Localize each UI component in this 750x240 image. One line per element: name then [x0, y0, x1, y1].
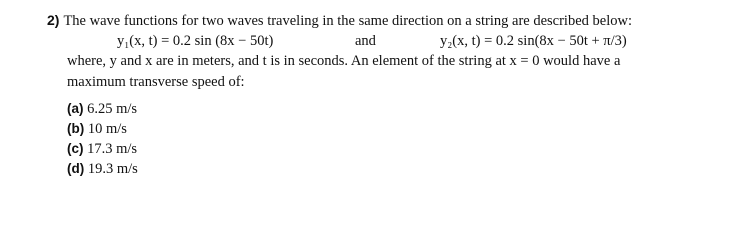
question-prompt: maximum transverse speed of:	[67, 74, 245, 90]
option-b	[67, 120, 127, 138]
question-number: 2)	[47, 12, 60, 28]
option-d	[67, 160, 138, 178]
equation-connector: and	[355, 33, 376, 49]
option-text: 19.3 m/s	[87, 161, 138, 177]
question-stem: The wave functions for two waves traveling in the same direction on a string are described below:	[63, 13, 632, 29]
option-text: 10 m/s	[87, 121, 127, 137]
wave-equation-2: y₂(x, t) = 0.2 sin(8x − 50t + π/3)	[440, 33, 627, 49]
option-label: (b)	[67, 121, 85, 136]
question-header	[47, 11, 632, 30]
units-statement: where, y and x are in meters, and t is in seconds. An element of the string at x = 0 would have a	[67, 53, 621, 69]
option-text: 17.3 m/s	[87, 141, 138, 157]
option-label: (d)	[67, 161, 85, 176]
option-label: (c)	[67, 141, 84, 156]
option-a	[67, 100, 137, 118]
wave-equation-1: y₁(x, t) = 0.2 sin (8x − 50t)	[117, 33, 274, 49]
option-c	[67, 140, 137, 158]
option-label: (a)	[67, 101, 84, 116]
option-text: 6.25 m/s	[87, 101, 138, 117]
